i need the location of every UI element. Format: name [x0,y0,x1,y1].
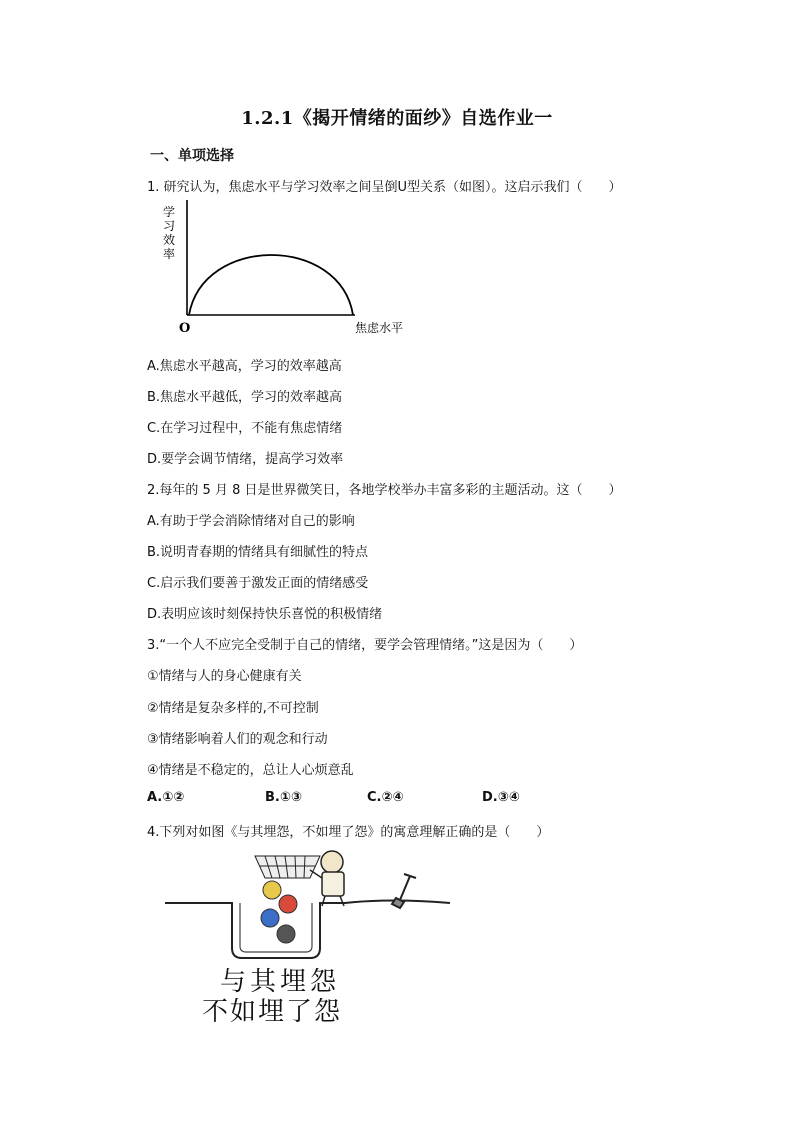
question-1-option-b: B.焦虑水平越低，学习的效率越高 [147,390,343,405]
question-2-option-d: D.表明应该时刻保持快乐喜悦的积极情绪 [147,607,383,622]
question-1-option-c: C.在学习过程中，不能有焦虑情绪 [147,421,343,436]
question-2-option-b: B.说明青春期的情绪具有细腻性的特点 [147,545,369,560]
emotion-ball-icon [263,881,281,899]
question-3-option-a: A.①② [147,790,185,805]
chart-ylabel-3: 效 [163,233,176,247]
chart-curve [189,255,353,315]
question-2-option-a: A.有助于学会消除情绪对自己的影响 [147,514,355,529]
cartoon-image [160,848,460,1028]
question-3-option-c: C.②④ [367,790,404,805]
pit-outline [165,901,450,959]
question-4-stem: 4.下列对如图《与其埋怨，不如埋了怨》的寓意理解正确的是（ ） [147,825,550,840]
question-2-option-c: C.启示我们要善于激发正面的情绪感受 [147,576,369,591]
question-3-item-3: ③情绪影响着人们的观念和行动 [147,732,328,747]
chart-origin-label: O [179,321,191,336]
section-heading: 一、单项选择 [150,148,234,164]
question-3-option-b: B.①③ [265,790,302,805]
emotion-ball-icon [279,895,297,913]
question-3-stem: 3.“一个人不应完全受制于自己的情绪，要学会管理情绪。”这是因为（ ） [147,638,583,653]
document-title: 1.2.1《揭开情绪的面纱》自选作业一 [241,108,553,129]
question-3-item-1: ①情绪与人的身心健康有关 [147,669,302,684]
cartoon-caption-line-2: 不如埋了怨 [202,997,343,1027]
pit-inner [240,903,312,952]
question-3-option-d: D.③④ [482,790,520,805]
question-3-options [147,790,567,808]
question-3-item-4: ④情绪是不稳定的，总让人心烦意乱 [147,763,354,778]
net-basket [255,856,320,878]
chart-ylabel-2: 习 [163,219,176,233]
question-2-stem: 2.每年的 5 月 8 日是世界微笑日，各地学校举办丰富多彩的主题活动。这（ ） [147,483,622,498]
question-3-item-2: ②情绪是复杂多样的,不可控制 [147,701,319,716]
question-1-option-d: D.要学会调节情绪，提高学习效率 [147,452,344,467]
chart-ylabel-1: 学 [163,205,176,219]
cartoon-caption-line-1: 与其埋怨 [220,967,341,997]
chart-ylabel-4: 率 [163,247,176,261]
inverted-u-chart [155,200,425,340]
emotion-ball-icon [277,925,295,943]
question-1-stem: 1. 研究认为，焦虑水平与学习效率之间呈倒U型关系（如图）。这启示我们（ ） [147,180,622,195]
emotion-ball-icon [261,909,279,927]
shovel-icon [392,874,416,908]
question-1-option-a: A.焦虑水平越高，学习的效率越高 [147,359,342,374]
chart-xlabel: 焦虑水平 [355,321,404,335]
